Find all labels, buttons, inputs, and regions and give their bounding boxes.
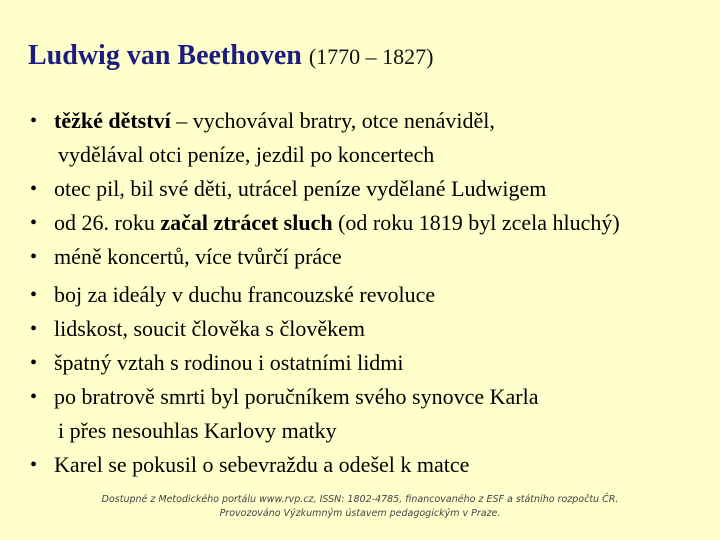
- bullet-item: [28, 346, 708, 380]
- bullet-item: [28, 206, 708, 240]
- bullet-dot: •: [30, 454, 38, 476]
- bullet-text: po bratrově smrti byl poručníkem svého synovce Karla: [54, 384, 539, 409]
- slide-title: [28, 36, 433, 77]
- bullet-item: [28, 240, 708, 274]
- bullet-dot: •: [30, 284, 38, 306]
- bullet-list-1: [28, 104, 708, 274]
- bullet-text: lidskost, soucit člověka s člověkem: [54, 316, 365, 341]
- bullet-item: [28, 380, 708, 448]
- bullet-text: [52, 104, 708, 138]
- footer-credit: [60, 493, 660, 521]
- bullet-item: [28, 278, 708, 312]
- bullet-bold: těžké dětství: [54, 108, 171, 133]
- bullet-dot: •: [30, 386, 38, 408]
- title-name: Ludwig van Beethoven: [28, 40, 302, 71]
- bullet-text: boj za ideály v duchu francouzské revoluce: [54, 282, 436, 307]
- bullet-item: [28, 104, 708, 172]
- footer-line-1: Dostupné z Metodického portálu www.rvp.cz, ISSN: 1802-4785, financovaného z ESF a státního rozpočtu ČR.: [101, 494, 619, 505]
- bullet-text: otec pil, bil své děti, utrácel peníze vydělané Ludwigem: [54, 176, 547, 201]
- bullet-text-after: (od roku 1819 byl zcela hluchý): [332, 210, 620, 235]
- title-years: (1770 – 1827): [308, 44, 434, 69]
- bullet-item: [28, 312, 708, 346]
- bullet-text: špatný vztah s rodinou i ostatními lidmi: [54, 350, 404, 375]
- bullet-dot: •: [30, 246, 38, 268]
- bullet-item: [28, 448, 708, 482]
- bullet-dot: •: [30, 318, 38, 340]
- footer-line-2: Provozováno Výzkumným ústavem pedagogickým v Praze.: [219, 508, 501, 519]
- bullet-dot: •: [30, 110, 38, 132]
- bullet-continuation: i přes nesouhlas Karlovy matky: [58, 418, 337, 443]
- bullet-text: méně koncertů, více tvůrčí práce: [54, 244, 342, 269]
- bullet-dot: •: [30, 178, 38, 200]
- bullet-dot: •: [30, 212, 38, 234]
- bullet-text: [52, 206, 708, 240]
- bullet-bold: začal ztrácet sluch: [160, 210, 333, 235]
- bullet-continuation: vydělával otci peníze, jezdil po koncertech: [58, 142, 435, 167]
- bullet-dot: •: [30, 352, 38, 374]
- bullet-text-before: od 26. roku: [54, 210, 161, 235]
- bullet-text: Karel se pokusil o sebevraždu a odešel k matce: [54, 452, 470, 477]
- bullet-item: [28, 172, 708, 206]
- bullet-list-2: [28, 278, 708, 482]
- bullet-rest: – vychovával bratry, otce nenáviděl,: [170, 108, 495, 133]
